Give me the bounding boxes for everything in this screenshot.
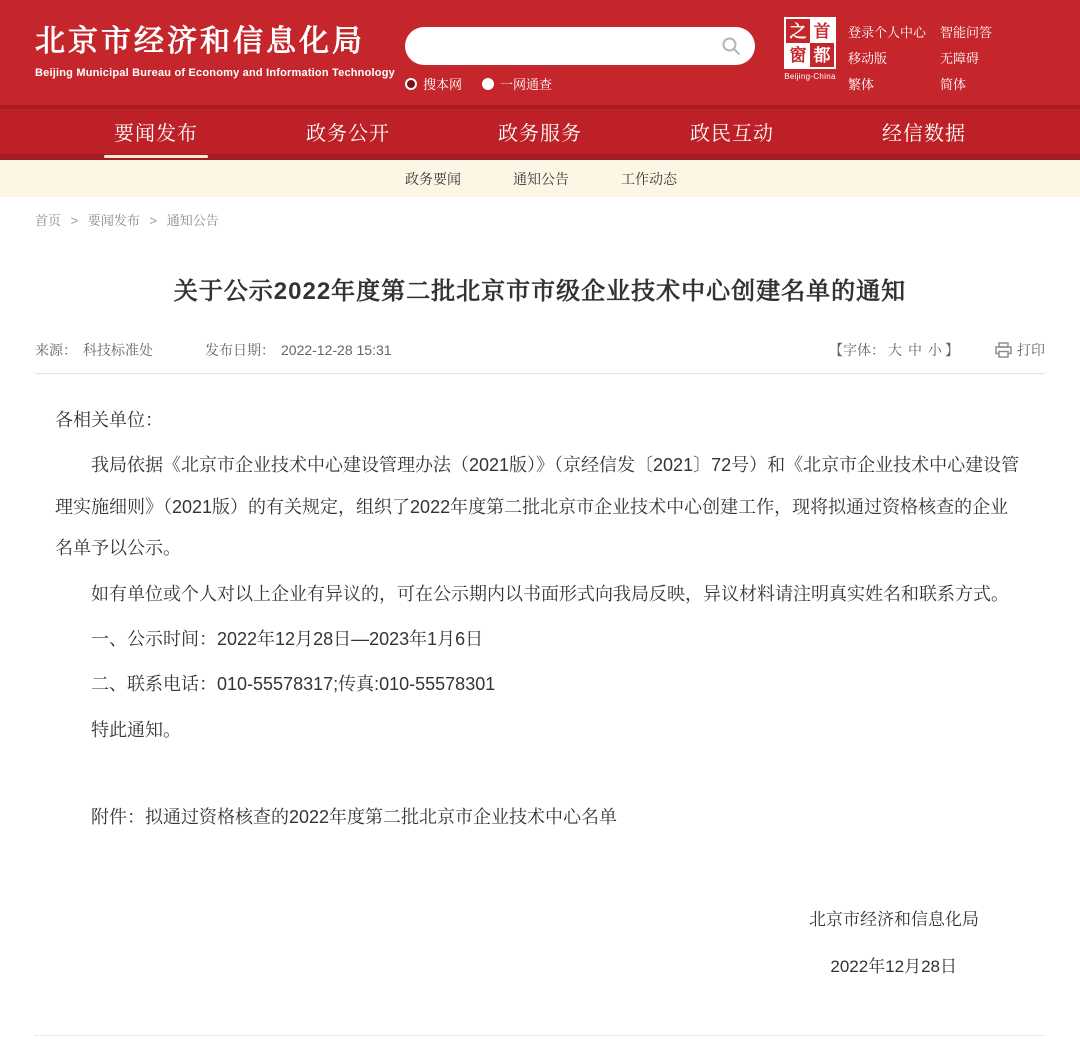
article-meta-right <box>829 340 1045 360</box>
subnav-item-government-news[interactable]: 政务要闻 <box>405 170 461 187</box>
meta-divider <box>35 373 1045 374</box>
breadcrumb-separator: > <box>149 213 158 228</box>
article-paragraph: 一、公示时间：2022年12月28日—2023年1月6日 <box>91 628 484 649</box>
seal-char: 之 <box>786 19 810 43</box>
main-nav <box>0 105 1080 160</box>
article-meta <box>35 340 1045 360</box>
nav-item-public-interaction[interactable]: 政民互动 <box>690 123 774 145</box>
subnav-item-notices[interactable]: 通知公告 <box>513 170 569 187</box>
header-quick-links <box>848 22 1058 93</box>
nav-item-government-services[interactable]: 政务服务 <box>498 123 582 145</box>
capital-window-logo[interactable] <box>782 17 838 81</box>
print-label: 打印 <box>1017 342 1045 358</box>
attachment-line: 附件：拟通过资格核查的2022年度第二批北京市企业技术中心名单 <box>91 807 618 828</box>
nav-item-government-affairs[interactable]: 政务公开 <box>306 123 390 145</box>
search-scope-network[interactable] <box>482 74 552 93</box>
search-scope-options <box>405 74 755 93</box>
font-size-small-button[interactable]: 小 <box>928 342 942 358</box>
subnav-item-work-updates[interactable]: 工作动态 <box>621 170 677 187</box>
source-label: 来源： <box>35 342 77 358</box>
article-signature <box>35 905 1045 977</box>
site-header <box>0 0 1080 105</box>
article-paragraph: 各相关单位： <box>55 410 163 430</box>
breadcrumb-news-release[interactable]: 要闻发布 <box>87 213 140 228</box>
article-paragraph: 特此通知。 <box>91 719 181 740</box>
search-scope-site[interactable] <box>405 74 462 93</box>
article-meta-left <box>35 340 398 360</box>
page-content <box>0 210 1080 1039</box>
link-accessibility[interactable]: 无障碍 <box>940 51 980 66</box>
radio-selected-icon[interactable] <box>482 78 494 90</box>
link-traditional-chinese[interactable]: 繁体 <box>848 77 875 92</box>
font-widget-open: 【字体： <box>829 342 885 358</box>
radio-unselected-icon[interactable] <box>405 78 417 90</box>
seal-char: 首 <box>810 19 834 43</box>
article-body <box>35 400 1045 839</box>
seal-char: 窗 <box>786 43 810 67</box>
sub-nav <box>0 160 1080 197</box>
publish-date-value: 2022-12-28 15:31 <box>281 342 392 358</box>
nav-item-economic-data[interactable]: 经信数据 <box>882 123 966 145</box>
link-smart-qa[interactable]: 智能问答 <box>940 25 993 40</box>
font-size-medium-button[interactable]: 中 <box>908 342 922 358</box>
site-subtitle: Beijing Municipal Bureau of Economy and Information Technology <box>35 67 395 79</box>
search-area <box>405 27 755 93</box>
search-scope-network-label: 一网通查 <box>500 77 553 92</box>
breadcrumb <box>35 210 1045 229</box>
signature-org: 北京市经济和信息化局 <box>809 909 979 929</box>
font-widget-close: 】 <box>945 342 959 358</box>
capital-window-caption: Beijing-China <box>784 72 836 81</box>
article-paragraph: 我局依据《北京市企业技术中心建设管理办法（2021版）》（京经信发〔2021〕72号）和《北京市企业技术中心建设管理实施细则》（2021版）的有关规定，组织了2022年度第二批北京市企业技术中心创建工作，现将拟通过资格核查的企业名单予以公示。 <box>55 455 1020 559</box>
footer-divider <box>35 1035 1045 1039</box>
article-paragraph: 如有单位或个人对以上企业有异议的，可在公示期内以书面形式向我局反映，异议材料请注明真实姓名和联系方式。 <box>91 583 1009 604</box>
search-scope-site-label: 搜本网 <box>423 77 463 92</box>
breadcrumb-separator: > <box>70 213 79 228</box>
breadcrumb-home[interactable]: 首页 <box>35 213 62 228</box>
article-title: 关于公示2022年度第二批北京市市级企业技术中心创建名单的通知 <box>173 278 907 305</box>
search-input[interactable] <box>421 27 721 63</box>
publish-date-label: 发布日期： <box>205 342 275 358</box>
print-button[interactable] <box>995 340 1045 360</box>
link-simplified-chinese[interactable]: 简体 <box>940 77 967 92</box>
font-size-widget <box>829 340 959 360</box>
article-paragraph: 二、联系电话：010-55578317;传真:010-55578301 <box>91 674 496 695</box>
link-login-personal-center[interactable]: 登录个人中心 <box>848 25 927 40</box>
site-brand[interactable] <box>35 16 395 79</box>
signature-date: 2022年12月28日 <box>830 956 957 976</box>
search-icon[interactable] <box>721 36 741 56</box>
font-size-large-button[interactable]: 大 <box>888 342 902 358</box>
breadcrumb-notices[interactable]: 通知公告 <box>166 213 219 228</box>
seal-char: 都 <box>810 43 834 67</box>
capital-window-seal-icon <box>784 17 836 69</box>
site-title: 北京市经济和信息化局 <box>35 25 365 58</box>
source-value: 科技标准处 <box>83 342 153 358</box>
printer-icon <box>995 342 1012 358</box>
search-box[interactable] <box>405 27 755 65</box>
link-mobile-version[interactable]: 移动版 <box>848 51 888 66</box>
nav-item-news-release[interactable]: 要闻发布 <box>100 107 212 156</box>
